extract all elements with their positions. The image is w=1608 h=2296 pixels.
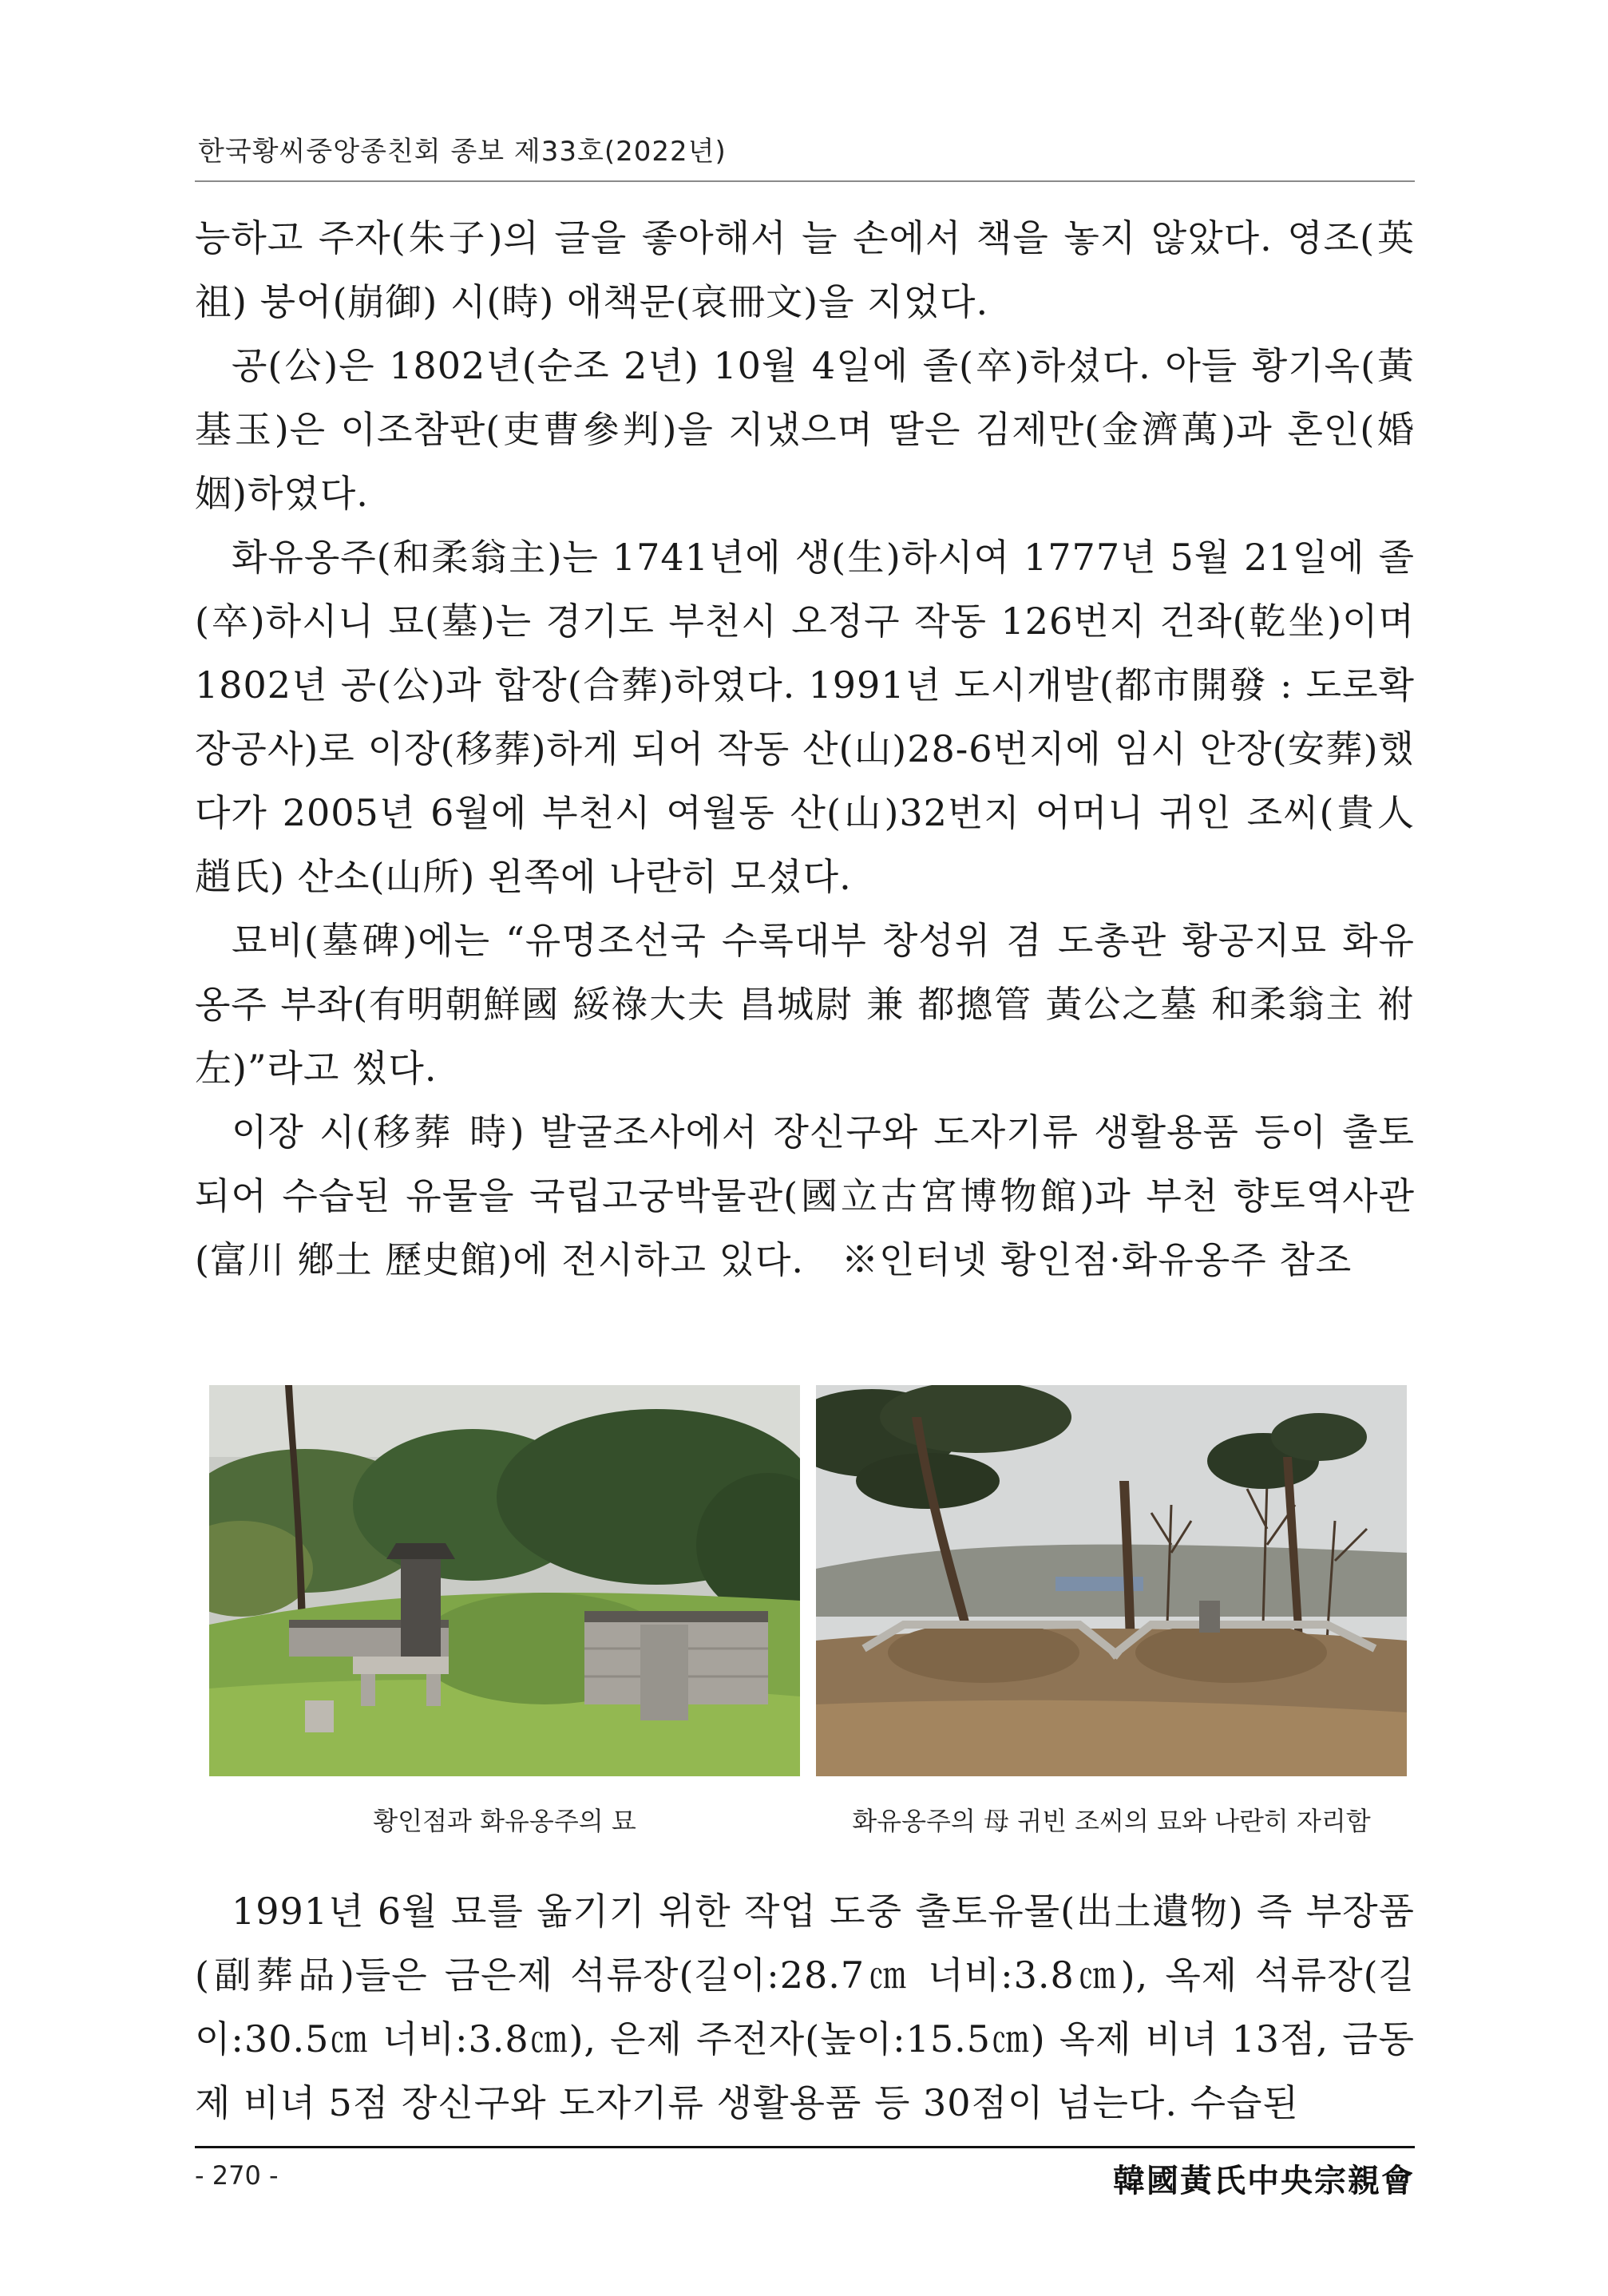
paragraph-1: 능하고 주자(朱子)의 글을 좋아해서 늘 손에서 책을 놓지 않았다. 영조(英祖) 붕어(崩御) 시(時) 애책문(哀冊文)을 지었다. bbox=[195, 216, 1415, 323]
paragraph-5: 이장 시(移葬 時) 발굴조사에서 장신구와 도자기류 생활용품 등이 출토되어 수습된 유물을 국립고궁박물관(國立古宮博物館)과 부천 향토역사관(富川 鄕土 歷史館)에 전시하고 있다. ※인터넷 황인점·화유옹주 참조 bbox=[195, 1110, 1415, 1281]
tomb-photo-right-image bbox=[816, 1385, 1407, 1776]
paragraph-3: 화유옹주(和柔翁主)는 1741년에 생(生)하시여 1777년 5월 21일에 졸(卒)하시니 묘(墓)는 경기도 부천시 오정구 작동 126번지 건좌(乾坐)이며 1802년 공(公)과 합장(合葬)하였다. 1991년 도시개발(都市開發 : 도로확장공사)로 이장(移葬)하게 되어 작동 산(山)28-6번지에 임시 안장(安葬)했다가 2005년 6월에 부천시 여월동 산(山)32번지 어머니 귀인 조씨(貴人 趙氏) 산소(山所) 왼쪽에 나란히 모셨다. bbox=[195, 536, 1415, 898]
tomb-photo-right bbox=[816, 1385, 1407, 1776]
association-logo: 韓國黃氏中央宗親會 bbox=[1113, 2162, 1415, 2199]
paragraph-4: 묘비(墓碑)에는 “유명조선국 수록대부 창성위 겸 도총관 황공지묘 화유옹주 부좌(有明朝鮮國 綏祿大夫 昌城尉 兼 都摠管 黃公之墓 和柔翁主 祔左)”라고 썼다. bbox=[195, 919, 1415, 1090]
paragraph-2: 공(公)은 1802년(순조 2년) 10월 4일에 졸(卒)하셨다. 아들 황기옥(黃基玉)은 이조참판(吏曹參判)을 지냈으며 딸은 김제만(金濟萬)과 혼인(婚姻)하였다. bbox=[195, 344, 1415, 515]
tomb-photo-left bbox=[209, 1385, 800, 1776]
footer-divider bbox=[195, 2146, 1415, 2148]
photo-caption-left: 황인점과 화유옹주의 묘 bbox=[373, 1806, 636, 1836]
body-text-top bbox=[195, 206, 1415, 1292]
header-divider bbox=[195, 180, 1415, 182]
photo-caption-right: 화유옹주의 母 귀빈 조씨의 묘와 나란히 자리함 bbox=[852, 1806, 1371, 1836]
paragraph-6: 1991년 6월 묘를 옮기기 위한 작업 도중 출토유물(出土遺物) 즉 부장품(副葬品)들은 금은제 석류장(길이:28.7㎝ 너비:3.8㎝), 옥제 석류장(길이:30.5㎝ 너비:3.8㎝), 은제 주전자(높이:15.5㎝) 옥제 비녀 13점, 금동제 비녀 5점 장신구와 도자기류 생활용품 등 30점이 넘는다. 수습된 bbox=[195, 1890, 1415, 2124]
body-text-bottom bbox=[195, 1879, 1415, 2135]
page-number: - 270 - bbox=[195, 2160, 279, 2191]
tomb-photo-left-image bbox=[209, 1385, 800, 1776]
journal-header-title: 한국황씨중앙종친회 종보 제33호(2022년) bbox=[198, 136, 727, 168]
